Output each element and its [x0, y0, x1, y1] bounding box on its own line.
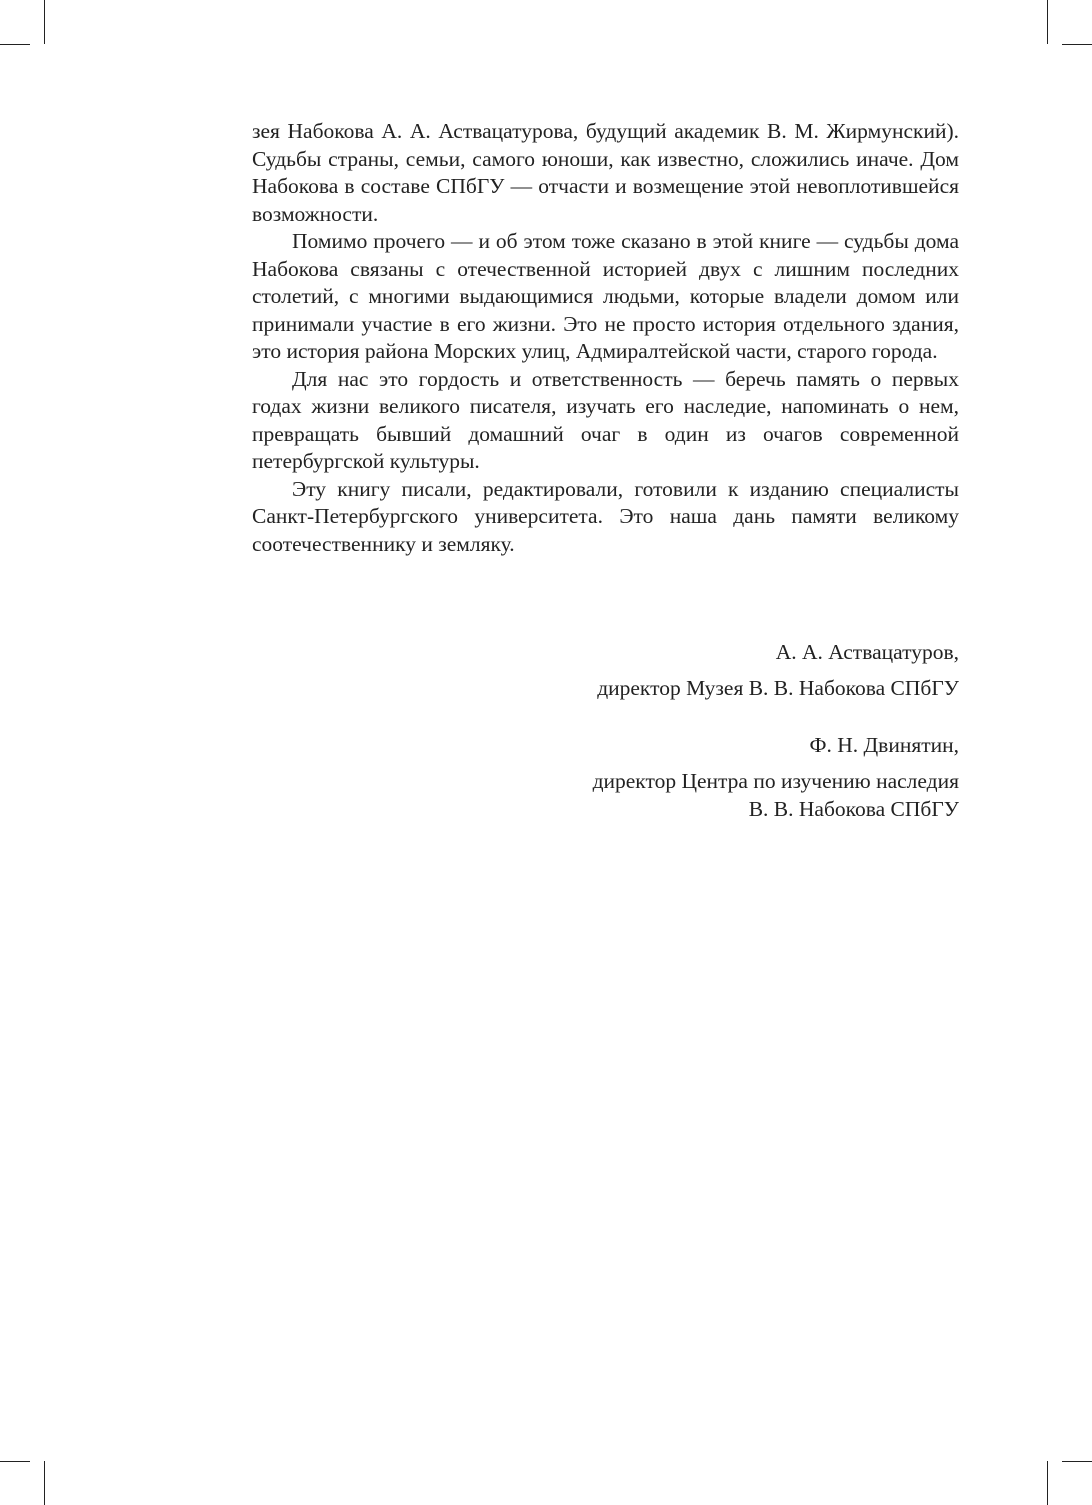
- crop-mark-bottom-right-vertical: [1047, 1461, 1048, 1505]
- paragraph-3: Для нас это гордость и ответственность — беречь память о первых годах жизни великого писателя, изучать его наследие, напоминать о нем, превращать бывший домашний очаг в один из очагов современной петербургской культуры.: [252, 366, 959, 473]
- paragraph-4: Эту книгу писали, редактировали, готовили к изданию специалисты Санкт-Петербургского университета. Это наша дань памяти великому соотечественнику и земляку.: [252, 476, 959, 556]
- signature-2-title-line-1: директор Центра по изучению наследия: [592, 769, 959, 793]
- crop-mark-top-left-vertical: [44, 0, 45, 44]
- signature-2-title-line-2: В. В. Набокова СПбГУ: [748, 797, 959, 821]
- crop-mark-top-left-horizontal: [0, 44, 30, 45]
- crop-mark-top-right-vertical: [1047, 0, 1048, 44]
- signature-1-name: А. А. Аствацатуров,: [775, 640, 959, 664]
- paragraph-1: зея Набокова А. А. Аствацатурова, будущий академик В. М. Жирмунский). Судьбы страны, семьи, самого юноши, как известно, сложились иначе. Дом Набокова в составе СПбГУ — отчасти и возмещение этой невоплотившейся возможности.: [252, 119, 959, 226]
- signature-1-title-line-1: директор Музея В. В. Набокова СПбГУ: [597, 676, 959, 700]
- signature-2: [252, 731, 959, 823]
- signature-2-name: Ф. Н. Двинятин,: [809, 733, 959, 757]
- crop-mark-top-right-horizontal: [1062, 44, 1092, 45]
- crop-mark-bottom-left-horizontal: [0, 1461, 30, 1462]
- crop-mark-bottom-left-vertical: [44, 1461, 45, 1505]
- paragraph-2: Помимо прочего — и об этом тоже сказано в этой книге — судьбы дома Набокова связаны с отечественной историей двух с лишним последних столетий, с многими выдающимися людьми, которые владели домом или принимали участие в его жизни. Это не просто история отдельного здания, это история района Морских улиц, Адмиралтейской части, старого города.: [252, 229, 959, 363]
- signature-1: [252, 638, 959, 702]
- crop-mark-bottom-right-horizontal: [1062, 1461, 1092, 1462]
- body-text: [252, 118, 959, 558]
